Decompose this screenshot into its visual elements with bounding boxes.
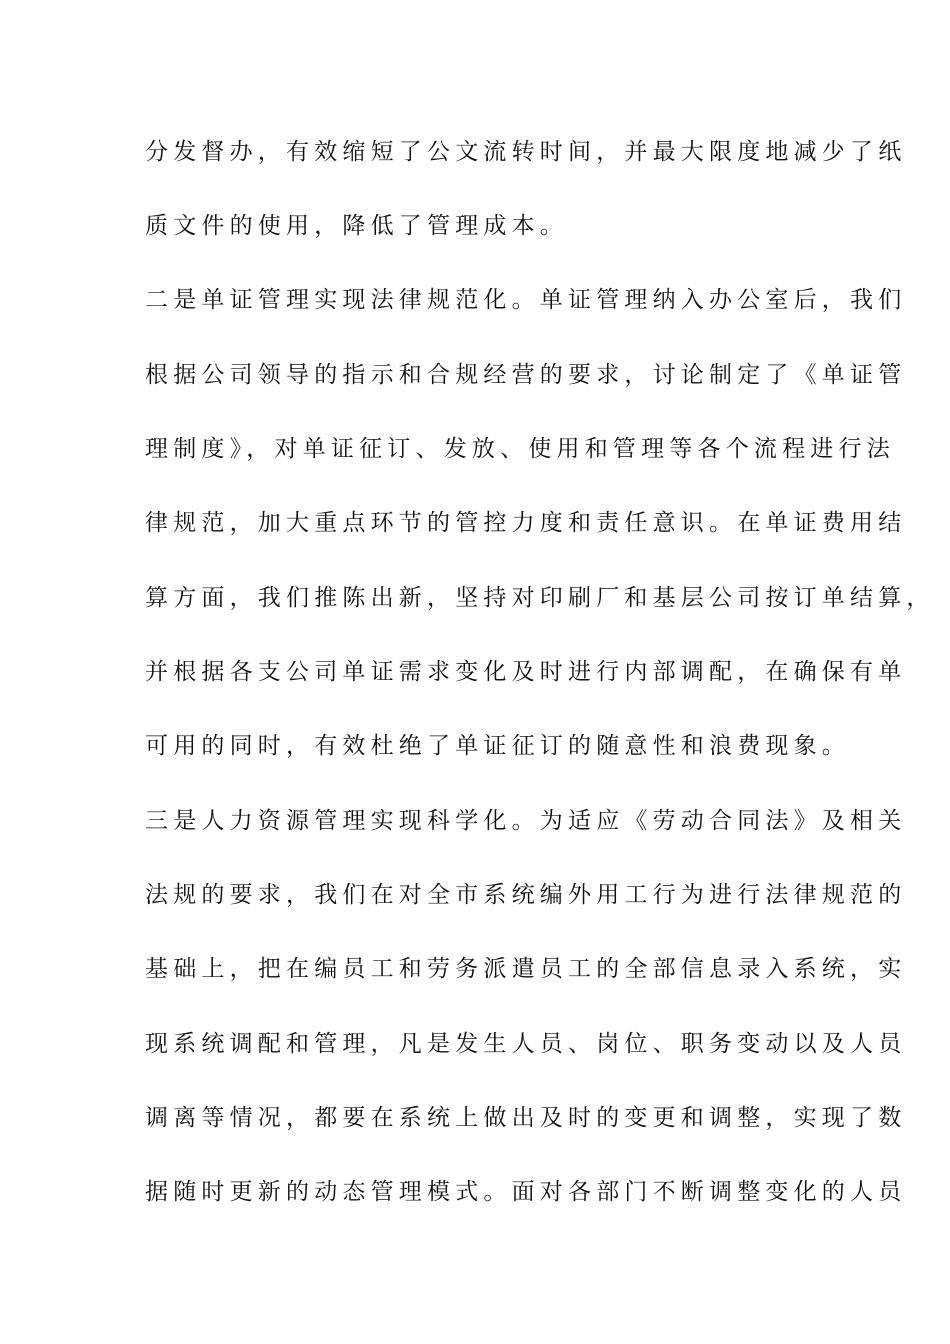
text-line: 根据公司领导的指示和合规经营的要求，讨论制定了《单证管 [145,362,907,388]
text-line: 律规范，加大重点环节的管控力度和责任意识。在单证费用结 [145,510,907,536]
text-line: 三是人力资源管理实现科学化。为适应《劳动合同法》及相关 [145,808,907,834]
text-line: 算方面，我们推陈出新，坚持对印刷厂和基层公司按订单结算， [145,585,935,611]
text-line: 分发督办，有效缩短了公文流转时间，并最大限度地减少了纸 [145,139,907,165]
text-line: 基础上，把在编员工和劳务派遣员工的全部信息录入系统，实 [145,956,907,982]
text-line: 二是单证管理实现法律规范化。单证管理纳入办公室后，我们 [145,287,907,313]
text-line: 并根据各支公司单证需求变化及时进行内部调配，在确保有单 [145,659,907,685]
text-line: 据随时更新的动态管理模式。面对各部门不断调整变化的人员 [145,1179,907,1205]
text-line: 可用的同时，有效杜绝了单证征订的随意性和浪费现象。 [145,733,850,759]
text-line: 调离等情况，都要在系统上做出及时的变更和调整，实现了数 [145,1105,907,1131]
text-line: 质文件的使用，降低了管理成本。 [145,213,568,239]
text-line: 现系统调配和管理，凡是发生人员、岗位、职务变动以及人员 [145,1031,907,1057]
text-line: 法规的要求，我们在对全市系统编外用工行为进行法律规范的 [145,882,907,908]
text-line: 理制度》，对单证征订、发放、使用和管理等各个流程进行法 [145,436,895,462]
